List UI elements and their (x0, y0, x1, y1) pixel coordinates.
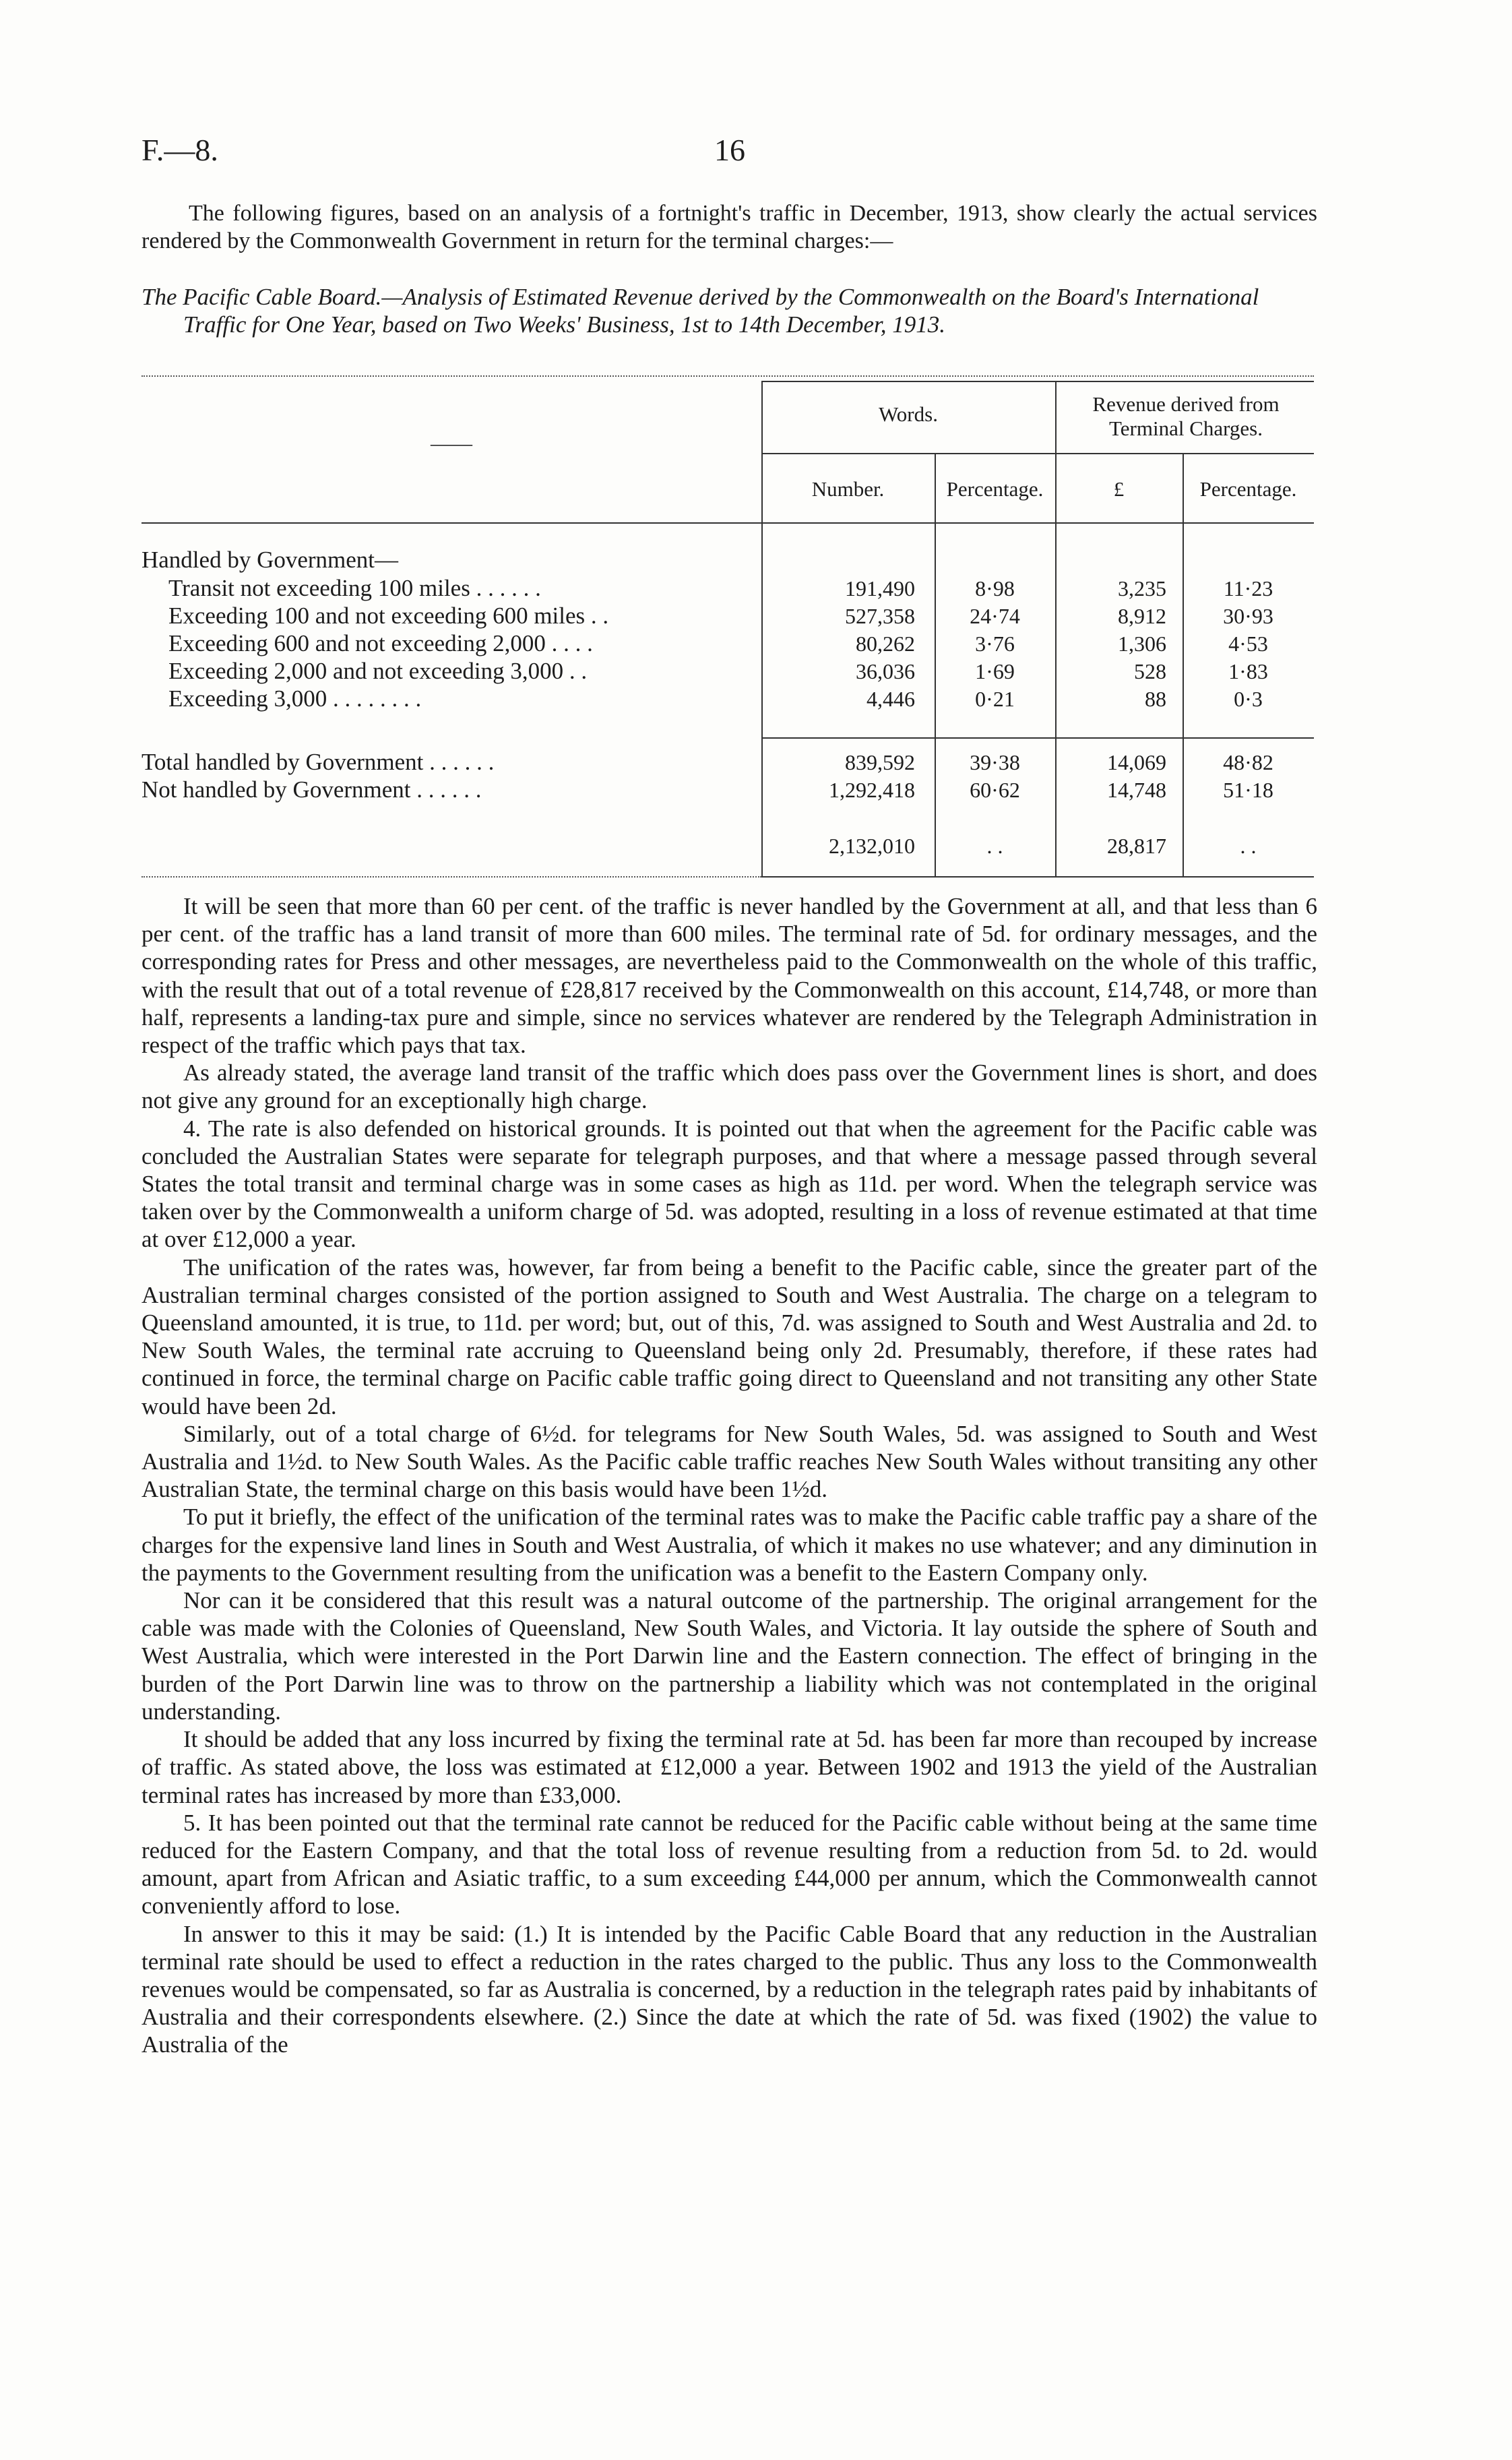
cell-pounds: 88 (1145, 687, 1166, 711)
cell-number: 36,036 (856, 659, 915, 683)
row-label: Transit not exceeding 100 miles . . . . . . (168, 575, 541, 601)
row-label: Exceeding 600 and not exceeding 2,000 . . . . (168, 630, 593, 656)
table-top-rule (141, 375, 1314, 377)
section-label: Handled by Government— (141, 547, 399, 573)
table-subheader-rule (761, 453, 1314, 454)
cell-pounds: 14,748 (1107, 778, 1166, 802)
cell-pounds: 14,069 (1107, 750, 1166, 774)
paragraph: 4. The rate is also defended on historical grounds. It is pointed out that when the agreement for the Pacific cable was concluded the Australian States were separate for telegraph purposes, and that where a message passed through several States the total transit and terminal charge was in some cases as high as 11d. per word. When the telegraph service was taken over by the Commonwealth a uniform charge of 5d. was adopted, resulting in a loss of revenue estimated at that time at over £12,000 a year. (141, 1115, 1317, 1253)
cell-number: 191,490 (845, 576, 915, 601)
page-number: 16 (714, 133, 745, 167)
row-label: Exceeding 2,000 and not exceeding 3,000 . . (168, 658, 588, 684)
table-head-bottom-rule (141, 522, 1314, 524)
cell-pounds: 528 (1134, 659, 1166, 683)
paragraph: 5. It has been pointed out that the terminal rate cannot be reduced for the Pacific cable without being at the same time reduced for the Eastern Company, and that the total loss of revenue resulting from a reduction from 5d. to 2d. would amount, apart from African and Asiatic traffic, to a sum exceeding £44,000 per annum, which the Commonwealth cannot conveniently afford to lose. (141, 1809, 1317, 1919)
cell-percentage-2: 30·93 (1223, 604, 1273, 628)
header-revenue: Revenue derived from Terminal Charges. (1092, 392, 1280, 440)
cell-number: 2,132,010 (829, 834, 915, 858)
cell-percentage: 1·69 (975, 659, 1015, 683)
cell-percentage-2: 51·18 (1223, 778, 1273, 802)
row-label: Exceeding 3,000 . . . . . . . . (168, 685, 422, 712)
cell-pounds: 1,306 (1118, 632, 1166, 656)
paragraph: Nor can it be considered that this result was a natural outcome of the partnership. The original arrangement for the cable was made with the Colonies of Queensland, New South Wales, and Victoria. It lay outside the sphere of South and West Australia, which were interested in the Port Darwin line and the Eastern connection. The effect of bringing in the burden of the Port Darwin line was to throw on the partnership a liability which was not contemplated in the original understanding. (141, 1587, 1317, 1725)
header-number: Number. (811, 477, 885, 501)
table-totals-rule (761, 737, 1314, 739)
table-bottom-rule-left (141, 876, 761, 878)
body-text (141, 892, 1317, 2059)
cell-percentage-2: 11·23 (1223, 576, 1273, 601)
cell-percentage-2: . . (1240, 834, 1257, 858)
cell-pounds: 8,912 (1118, 604, 1166, 628)
cell-number: 527,358 (845, 604, 915, 628)
header-pounds: £ (1113, 477, 1125, 501)
row-label: Total handled by Government . . . . . . (141, 749, 495, 775)
cell-percentage: 60·62 (970, 778, 1020, 802)
cell-number: 80,262 (856, 632, 915, 656)
row-label: Exceeding 100 and not exceeding 600 miles . . (168, 603, 609, 629)
paragraph: The unification of the rates was, however, far from being a benefit to the Pacific cable, since the greater part of the Australian terminal charges consisted of the portion assigned to South and West Australia. The charge on a telegram to Queensland amounted, it is true, to 11d. per word; but, out of this, 7d. was assigned to South and West Australia and 2d. to New South Wales, the terminal rate accruing to Queensland being only 2d. Presumably, therefore, if these rates had continued in force, the terminal charge on Pacific cable traffic going direct to Queensland and not transiting any other State would have been 2d. (141, 1254, 1317, 1419)
header-words: Words. (879, 402, 938, 426)
stub-header: —— (431, 431, 472, 455)
table-caption: The Pacific Cable Board.—Analysis of Estimated Revenue derived by the Commonwealth on the Board's International Traffic for One Year, based on Two Weeks' Business, 1st to 14th December, 1913. (141, 284, 1259, 338)
intro-paragraph: The following figures, based on an analysis of a fortnight's traffic in December, 1913, show clearly the actual services rendered by the Commonwealth Government in return for the terminal charges:— (141, 201, 1317, 253)
paragraph: In answer to this it may be said: (1.) It is intended by the Pacific Cable Board that any reduction in the Australian terminal rate should be used to effect a reduction in the rates charged to the public. Thus any loss to the Commonwealth revenues would be compensated, so far as Australia is concerned, by a reduction in the telegraph rates paid by inhabitants of Australia and their correspondents elsewhere. (2.) Since the date at which the rate of 5d. was fixed (1902) the value to Australia of the (141, 1920, 1317, 2058)
table-bottom-rule (761, 876, 1314, 878)
header-percentage-2: Percentage. (1199, 477, 1297, 501)
cell-percentage-2: 4·53 (1228, 632, 1268, 656)
paragraph: It will be seen that more than 60 per cent. of the traffic is never handled by the Government at all, and that less than 6 per cent. of the traffic has a land transit of more than 600 miles. The terminal rate of 5d. for ordinary messages, and the corresponding rates for Press and other messages, are nevertheless paid to the Commonwealth on the whole of this traffic, with the result that out of a total revenue of £28,817 received by the Commonwealth on this account, £14,748, or more than half, represents a landing-tax pure and simple, since no services whatever are rendered by the Telegraph Administration in respect of the traffic which pays that tax. (141, 893, 1317, 1059)
cell-percentage: 8·98 (975, 576, 1015, 601)
cell-number: 1,292,418 (829, 778, 915, 802)
header-percentage: Percentage. (946, 477, 1044, 501)
paragraph: As already stated, the average land transit of the traffic which does pass over the Government lines is short, and does not give any ground for an exceptionally high charge. (141, 1059, 1317, 1114)
cell-percentage: 3·76 (975, 632, 1015, 656)
cell-percentage: 39·38 (970, 750, 1020, 774)
cell-percentage-2: 48·82 (1223, 750, 1273, 774)
table-header-rule (761, 381, 1314, 382)
document-id: F.—8. (141, 133, 218, 167)
paragraph: It should be added that any loss incurred by fixing the terminal rate at 5d. has been far more than recouped by increase of traffic. As stated above, the loss was estimated at £12,000 a year. Between 1902 and 1913 the yield of the Australian terminal rates has increased by more than £33,000. (141, 1726, 1317, 1808)
cell-percentage: 24·74 (970, 604, 1020, 628)
cell-number: 839,592 (845, 750, 915, 774)
cell-percentage-2: 1·83 (1228, 659, 1268, 683)
cell-pounds: 3,235 (1118, 576, 1166, 601)
cell-number: 4,446 (867, 687, 915, 711)
cell-percentage-2: 0·3 (1234, 687, 1263, 711)
paragraph: To put it briefly, the effect of the unification of the terminal rates was to make the Pacific cable traffic pay a share of the charges for the expensive land lines in South and West Australia, of which it makes no use whatever; and any diminution in the payments to the Government resulting from the unification was a benefit to the Eastern Company only. (141, 1504, 1317, 1586)
row-label: Not handled by Government . . . . . . (141, 776, 482, 803)
cell-percentage: 0·21 (975, 687, 1015, 711)
cell-percentage: . . (986, 834, 1003, 858)
cell-pounds: 28,817 (1107, 834, 1166, 858)
paragraph: Similarly, out of a total charge of 6½d. for telegrams for New South Wales, 5d. was assigned to South and West Australia and 1½d. to New South Wales. As the Pacific cable traffic reaches New South Wales without transiting any other Australian State, the terminal charge on this basis would have been 1½d. (141, 1420, 1317, 1503)
